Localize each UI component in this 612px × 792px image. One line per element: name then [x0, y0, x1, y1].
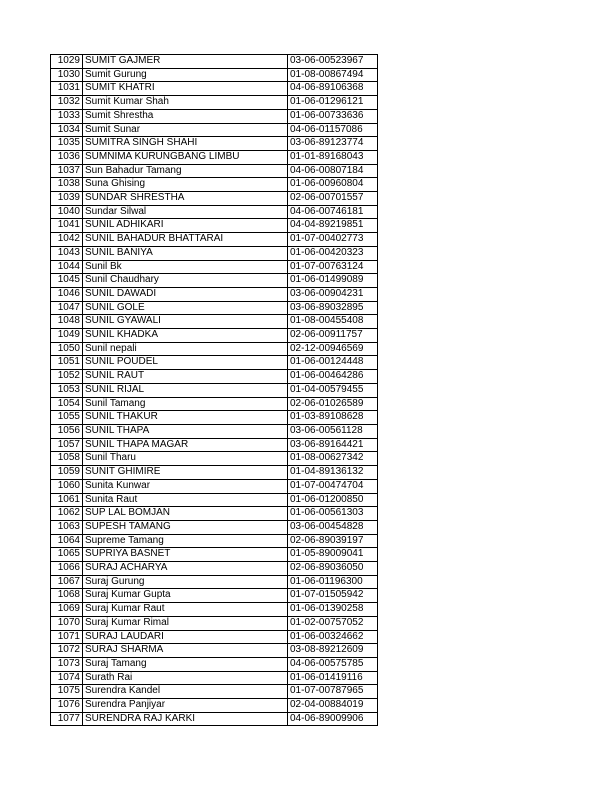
serial-number-cell: 1055	[51, 411, 83, 425]
table-row	[51, 685, 378, 699]
table-row	[51, 534, 378, 548]
id-code-cell: 02-06-89036050	[288, 562, 378, 576]
serial-number-cell: 1031	[51, 82, 83, 96]
table-row	[51, 96, 378, 110]
id-code-cell: 03-06-00561128	[288, 424, 378, 438]
id-code-cell: 01-07-01505942	[288, 589, 378, 603]
id-code-cell: 04-06-00575785	[288, 657, 378, 671]
name-cell: Sunita Raut	[83, 493, 288, 507]
serial-number-cell: 1067	[51, 575, 83, 589]
serial-number-cell: 1065	[51, 548, 83, 562]
name-cell: SUNIL RAUT	[83, 370, 288, 384]
id-code-cell: 02-12-00946569	[288, 342, 378, 356]
serial-number-cell: 1075	[51, 685, 83, 699]
name-cell: Sumit Sunar	[83, 123, 288, 137]
serial-number-cell: 1059	[51, 466, 83, 480]
id-code-cell: 01-06-00960804	[288, 178, 378, 192]
serial-number-cell: 1066	[51, 562, 83, 576]
id-code-cell: 01-06-01499089	[288, 274, 378, 288]
name-cell: Suraj Kumar Gupta	[83, 589, 288, 603]
id-code-cell: 03-06-89123774	[288, 137, 378, 151]
table-row	[51, 260, 378, 274]
table-row	[51, 192, 378, 206]
name-cell: SUPESH TAMANG	[83, 520, 288, 534]
name-cell: Sunil Chaudhary	[83, 274, 288, 288]
table-row	[51, 329, 378, 343]
id-code-cell: 01-03-89108628	[288, 411, 378, 425]
id-code-cell: 04-04-89219851	[288, 219, 378, 233]
table-row	[51, 219, 378, 233]
id-code-cell: 01-06-01419116	[288, 671, 378, 685]
table-row	[51, 562, 378, 576]
serial-number-cell: 1076	[51, 699, 83, 713]
serial-number-cell: 1062	[51, 507, 83, 521]
table-row	[51, 616, 378, 630]
serial-number-cell: 1029	[51, 55, 83, 69]
name-cell: SUNIL THAPA	[83, 424, 288, 438]
id-code-cell: 02-06-89039197	[288, 534, 378, 548]
id-code-cell: 01-07-00474704	[288, 479, 378, 493]
serial-number-cell: 1058	[51, 452, 83, 466]
id-code-cell: 01-06-01390258	[288, 603, 378, 617]
serial-number-cell: 1072	[51, 644, 83, 658]
table-row	[51, 178, 378, 192]
serial-number-cell: 1032	[51, 96, 83, 110]
name-cell: SUNIL POUDEL	[83, 356, 288, 370]
table-row	[51, 315, 378, 329]
serial-number-cell: 1057	[51, 438, 83, 452]
id-code-cell: 03-08-89212609	[288, 644, 378, 658]
serial-number-cell: 1053	[51, 383, 83, 397]
table-row	[51, 452, 378, 466]
serial-number-cell: 1040	[51, 205, 83, 219]
serial-number-cell: 1050	[51, 342, 83, 356]
serial-number-cell: 1077	[51, 712, 83, 726]
name-cell: SUNIL KHADKA	[83, 329, 288, 343]
name-cell: SUNIL GYAWALI	[83, 315, 288, 329]
id-code-cell: 03-06-00454828	[288, 520, 378, 534]
serial-number-cell: 1049	[51, 329, 83, 343]
name-cell: Sunil Tharu	[83, 452, 288, 466]
table-row	[51, 657, 378, 671]
id-code-cell: 04-06-89009906	[288, 712, 378, 726]
name-cell: SUNIT GHIMIRE	[83, 466, 288, 480]
name-cell: SUNDAR SHRESTHA	[83, 192, 288, 206]
serial-number-cell: 1039	[51, 192, 83, 206]
serial-number-cell: 1061	[51, 493, 83, 507]
name-cell: Sunil Tamang	[83, 397, 288, 411]
name-cell: SUMNIMA KURUNGBANG LIMBU	[83, 150, 288, 164]
name-cell: Sumit Shrestha	[83, 109, 288, 123]
id-code-cell: 01-06-01296121	[288, 96, 378, 110]
id-code-cell: 01-07-00402773	[288, 233, 378, 247]
table-row	[51, 493, 378, 507]
name-cell: Surath Rai	[83, 671, 288, 685]
id-code-cell: 04-06-01157086	[288, 123, 378, 137]
serial-number-cell: 1074	[51, 671, 83, 685]
serial-number-cell: 1046	[51, 287, 83, 301]
name-cell: SURAJ LAUDARI	[83, 630, 288, 644]
id-code-cell: 02-06-00701557	[288, 192, 378, 206]
id-code-cell: 02-04-00884019	[288, 699, 378, 713]
name-cell: Sundar Silwal	[83, 205, 288, 219]
serial-number-cell: 1054	[51, 397, 83, 411]
serial-number-cell: 1051	[51, 356, 83, 370]
name-cell: Suraj Kumar Rimal	[83, 616, 288, 630]
table-row	[51, 383, 378, 397]
table-row	[51, 150, 378, 164]
id-code-cell: 01-01-89168043	[288, 150, 378, 164]
table-row	[51, 548, 378, 562]
table-row	[51, 644, 378, 658]
name-cell: Supreme Tamang	[83, 534, 288, 548]
id-code-cell: 01-08-00867494	[288, 68, 378, 82]
table-row	[51, 520, 378, 534]
name-cell: SUNIL THAPA MAGAR	[83, 438, 288, 452]
table-row	[51, 123, 378, 137]
name-cell: SUNIL BAHADUR BHATTARAI	[83, 233, 288, 247]
table-row	[51, 438, 378, 452]
serial-number-cell: 1068	[51, 589, 83, 603]
name-cell: Sumit Gurung	[83, 68, 288, 82]
serial-number-cell: 1035	[51, 137, 83, 151]
name-cell: SUMIT GAJMER	[83, 55, 288, 69]
name-cell: SUNIL GOLE	[83, 301, 288, 315]
table-row	[51, 411, 378, 425]
serial-number-cell: 1033	[51, 109, 83, 123]
name-cell: Suraj Gurung	[83, 575, 288, 589]
name-cell: Sumit Kumar Shah	[83, 96, 288, 110]
id-code-cell: 01-04-00579455	[288, 383, 378, 397]
id-code-cell: 01-06-00124448	[288, 356, 378, 370]
table-row	[51, 342, 378, 356]
id-code-cell: 01-04-89136132	[288, 466, 378, 480]
serial-number-cell: 1036	[51, 150, 83, 164]
table-row	[51, 589, 378, 603]
id-code-cell: 03-06-89032895	[288, 301, 378, 315]
id-code-cell: 01-06-00324662	[288, 630, 378, 644]
name-cell: Suraj Kumar Raut	[83, 603, 288, 617]
serial-number-cell: 1041	[51, 219, 83, 233]
name-cell: SUPRIYA BASNET	[83, 548, 288, 562]
id-code-cell: 01-06-00464286	[288, 370, 378, 384]
table-row	[51, 466, 378, 480]
id-code-cell: 01-07-00787965	[288, 685, 378, 699]
serial-number-cell: 1060	[51, 479, 83, 493]
name-cell: Sunil Bk	[83, 260, 288, 274]
id-code-cell: 01-02-00757052	[288, 616, 378, 630]
table-row	[51, 712, 378, 726]
name-cell: Suraj Tamang	[83, 657, 288, 671]
serial-number-cell: 1069	[51, 603, 83, 617]
id-code-cell: 03-06-00523967	[288, 55, 378, 69]
id-code-cell: 01-05-89009041	[288, 548, 378, 562]
name-cell: SURENDRA RAJ KARKI	[83, 712, 288, 726]
id-code-cell: 02-06-01026589	[288, 397, 378, 411]
table-row	[51, 630, 378, 644]
table-row	[51, 699, 378, 713]
roster-table-body	[51, 55, 378, 726]
table-row	[51, 479, 378, 493]
id-code-cell: 01-08-00627342	[288, 452, 378, 466]
serial-number-cell: 1047	[51, 301, 83, 315]
table-row	[51, 424, 378, 438]
name-cell: SUNIL RIJAL	[83, 383, 288, 397]
name-cell: SUMITRA SINGH SHAHI	[83, 137, 288, 151]
serial-number-cell: 1042	[51, 233, 83, 247]
table-row	[51, 507, 378, 521]
id-code-cell: 02-06-00911757	[288, 329, 378, 343]
id-code-cell: 04-06-00807184	[288, 164, 378, 178]
name-cell: SUNIL BANIYA	[83, 246, 288, 260]
table-row	[51, 82, 378, 96]
serial-number-cell: 1045	[51, 274, 83, 288]
table-row	[51, 164, 378, 178]
table-row	[51, 205, 378, 219]
table-row	[51, 274, 378, 288]
table-row	[51, 575, 378, 589]
serial-number-cell: 1037	[51, 164, 83, 178]
id-code-cell: 01-06-00733636	[288, 109, 378, 123]
id-code-cell: 01-08-00455408	[288, 315, 378, 329]
id-code-cell: 04-06-00746181	[288, 205, 378, 219]
table-row	[51, 68, 378, 82]
name-cell: SURAJ SHARMA	[83, 644, 288, 658]
table-row	[51, 370, 378, 384]
serial-number-cell: 1030	[51, 68, 83, 82]
table-row	[51, 301, 378, 315]
table-row	[51, 397, 378, 411]
id-code-cell: 01-06-01196300	[288, 575, 378, 589]
table-row	[51, 233, 378, 247]
serial-number-cell: 1071	[51, 630, 83, 644]
name-cell: Sunil nepali	[83, 342, 288, 356]
id-code-cell: 01-07-00763124	[288, 260, 378, 274]
serial-number-cell: 1073	[51, 657, 83, 671]
table-row	[51, 55, 378, 69]
table-row	[51, 109, 378, 123]
name-cell: Sun Bahadur Tamang	[83, 164, 288, 178]
serial-number-cell: 1070	[51, 616, 83, 630]
table-row	[51, 137, 378, 151]
id-code-cell: 01-06-00561303	[288, 507, 378, 521]
serial-number-cell: 1063	[51, 520, 83, 534]
id-code-cell: 03-06-89164421	[288, 438, 378, 452]
serial-number-cell: 1064	[51, 534, 83, 548]
table-row	[51, 603, 378, 617]
name-cell: Surendra Kandel	[83, 685, 288, 699]
id-code-cell: 03-06-00904231	[288, 287, 378, 301]
table-row	[51, 356, 378, 370]
serial-number-cell: 1034	[51, 123, 83, 137]
name-cell: Suna Ghising	[83, 178, 288, 192]
serial-number-cell: 1044	[51, 260, 83, 274]
serial-number-cell: 1043	[51, 246, 83, 260]
serial-number-cell: 1056	[51, 424, 83, 438]
id-code-cell: 01-06-01200850	[288, 493, 378, 507]
roster-table	[50, 54, 378, 726]
name-cell: SUNIL ADHIKARI	[83, 219, 288, 233]
serial-number-cell: 1048	[51, 315, 83, 329]
name-cell: SURAJ ACHARYA	[83, 562, 288, 576]
name-cell: Surendra Panjiyar	[83, 699, 288, 713]
serial-number-cell: 1052	[51, 370, 83, 384]
name-cell: SUMIT KHATRI	[83, 82, 288, 96]
table-row	[51, 671, 378, 685]
id-code-cell: 04-06-89106368	[288, 82, 378, 96]
table-row	[51, 246, 378, 260]
serial-number-cell: 1038	[51, 178, 83, 192]
name-cell: SUNIL THAKUR	[83, 411, 288, 425]
table-row	[51, 287, 378, 301]
name-cell: Sunita Kunwar	[83, 479, 288, 493]
name-cell: SUP LAL BOMJAN	[83, 507, 288, 521]
name-cell: SUNIL DAWADI	[83, 287, 288, 301]
id-code-cell: 01-06-00420323	[288, 246, 378, 260]
